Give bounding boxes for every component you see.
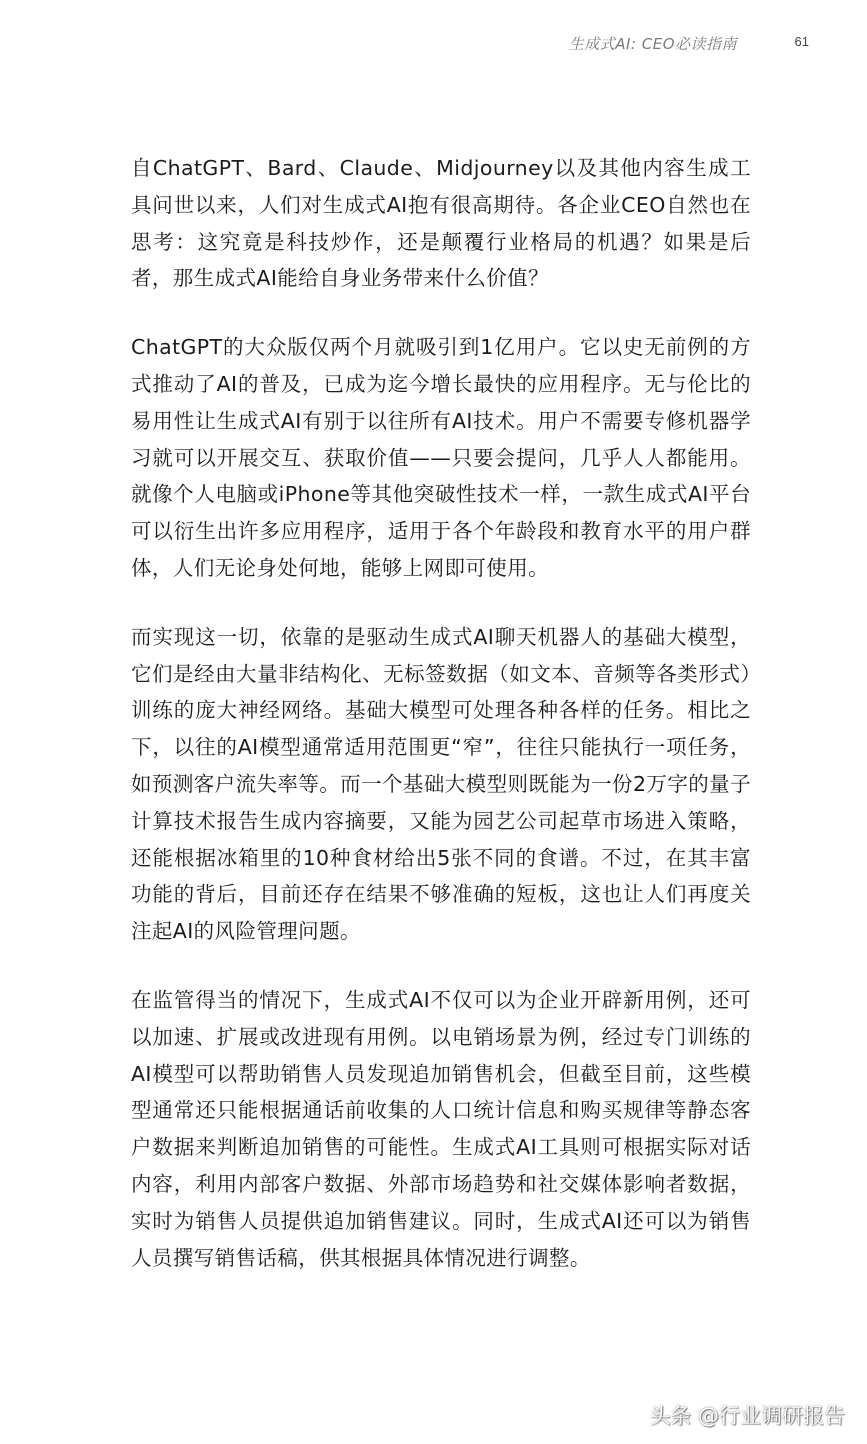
watermark: 头条 @行业调研报告 <box>649 1404 845 1428</box>
paragraph-intro: 自ChatGPT、Bard、Claude、Midjourney以及其他内容生成工具问世以来，人们对生成式AI抱有很高期待。各企业CEO自然也在思考：这究竟是科技炒作，还是颠覆行业格局的机遇？如果是后者，那生成式AI能给自身业务带来什么价值？ <box>131 156 751 291</box>
paragraph-sales-use-case: 在监管得当的情况下，生成式AI不仅可以为企业开辟新用例，还可以加速、扩展或改进现有用例。以电销场景为例，经过专门训练的AI模型可以帮助销售人员发现追加销售机会，但截至目前，这些模型通常还只能根据通话前收集的人口统计信息和购买规律等静态客户数据来判断追加销售的可能性。生成式AI工具则可根据实际对话内容，利用内部客户数据、外部市场趋势和社交媒体影响者数据，实时为销售人员提供追加销售建议。同时，生成式AI还可以为销售人员撰写销售话稿，供其根据具体情况进行调整。 <box>131 987 751 1270</box>
paragraph-foundation-models: 而实现这一切，依靠的是驱动生成式AI聊天机器人的基础大模型，它们是经由大量非结构化、无标签数据（如文本、音频等各类形式）训练的庞大神经网络。基础大模型可处理各种各样的任务。相比之下，以往的AI模型通常适用范围更“窄”，往往只能执行一项任务，如预测客户流失率等。而一个基础大模型则既能为一份2万字的量子计算技术报告生成内容摘要，又能为园艺公司起草市场进入策略，还能根据冰箱里的10种食材给出5张不同的食谱。不过，在其丰富功能的背后，目前还存在结果不够准确的短板，这也让人们再度关注起AI的风险管理问题。 <box>131 624 751 944</box>
running-header <box>0 33 867 55</box>
header-title: 生成式AI: CEO必读指南 <box>568 35 737 53</box>
body-text <box>131 150 751 1308</box>
page-number: 61 <box>794 34 809 49</box>
paragraph-chatgpt-adoption: ChatGPT的大众版仅两个月就吸引到1亿用户。它以史无前例的方式推动了AI的普及，已成为迄今增长最快的应用程序。无与伦比的易用性让生成式AI有别于以往所有AI技术。用户不需要专修机器学习就可以开展交互、获取价值——只要会提问，几乎人人都能用。就像个人电脑或iPhone等其他突破性技术一样，一款生成式AI平台可以衍生出许多应用程序，适用于各个年龄段和教育水平的用户群体，人们无论身处何地，能够上网即可使用。 <box>131 335 751 580</box>
